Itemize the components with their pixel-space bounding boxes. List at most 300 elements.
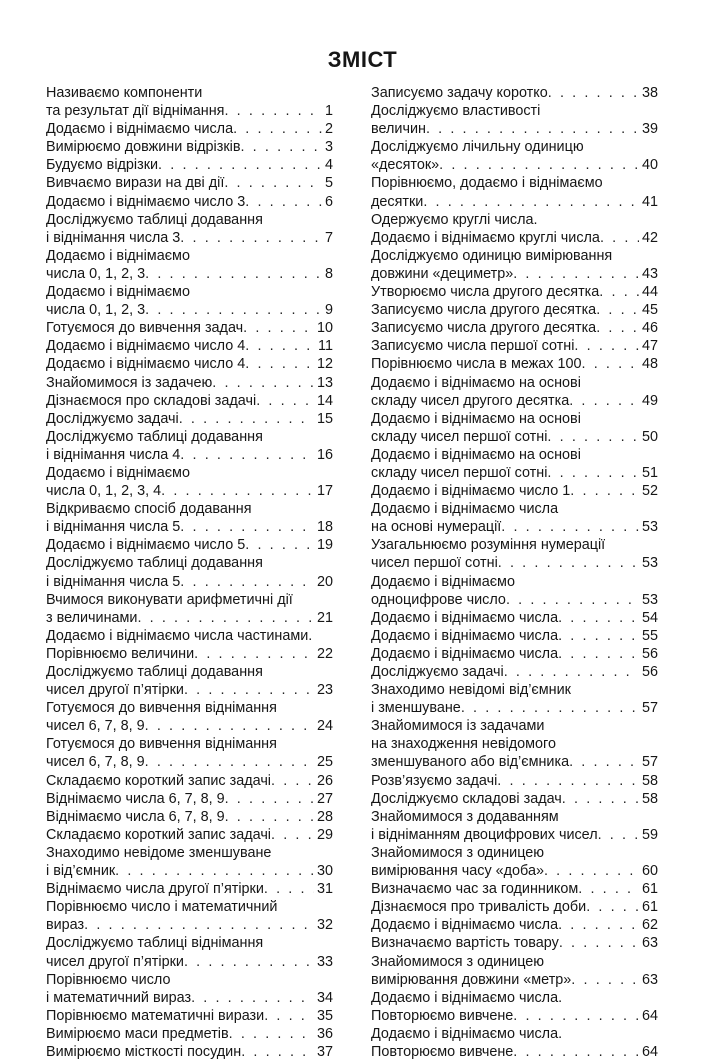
- toc-page-number: 35: [316, 1007, 333, 1024]
- toc-entry-title: Додаємо і віднімаємо: [46, 464, 190, 481]
- toc-entry-line: [371, 174, 658, 192]
- toc-dot-leader: [271, 772, 314, 790]
- toc-entry-title: і відніманням двоцифрових чисел: [371, 826, 598, 843]
- toc-entry-line: [46, 898, 333, 916]
- toc-entry-title: Віднімаємо числа 6, 7, 8, 9: [46, 808, 225, 825]
- toc-entry: [46, 138, 333, 156]
- toc-page-number: 50: [641, 428, 658, 445]
- toc-entry-title: Додаємо і віднімаємо: [371, 573, 515, 590]
- toc-entry: [371, 609, 658, 627]
- toc-entry-title: Розв’язуємо задачі: [371, 772, 498, 789]
- toc-page-number: 51: [641, 464, 658, 481]
- toc-page-number: 11: [318, 338, 333, 355]
- toc-entry: [46, 735, 333, 771]
- toc-page-number: 42: [641, 229, 658, 246]
- toc-entry: [371, 301, 658, 319]
- toc-entry-title: Утворюємо числа другого десятка: [371, 284, 600, 301]
- toc-page-number: 56: [641, 664, 658, 680]
- toc-entry-line: [371, 844, 658, 862]
- toc-entry-line: [371, 518, 658, 536]
- toc-entry: [371, 374, 658, 410]
- toc-page-number: 44: [641, 284, 658, 301]
- toc-entry: [371, 808, 658, 844]
- toc-dot-leader: [574, 337, 639, 355]
- toc-entry-line: [46, 283, 333, 301]
- toc-entry-line: [46, 735, 333, 753]
- toc-page-number: 47: [641, 338, 658, 355]
- toc-entry-line: [46, 392, 333, 410]
- toc-entry: [371, 446, 658, 482]
- toc-page-number: 64: [641, 1007, 658, 1024]
- toc-entry-line: [46, 1025, 333, 1043]
- toc-entry-title: Визначаємо час за годинником: [371, 881, 579, 898]
- toc-entry-line: [46, 844, 333, 862]
- toc-page-number: 29: [316, 826, 333, 843]
- toc-dot-leader: [578, 880, 639, 898]
- toc-entry-line: [46, 374, 333, 392]
- toc-entry-line: [46, 808, 333, 826]
- toc-dot-leader: [598, 826, 639, 844]
- toc-entry-line: [46, 355, 333, 373]
- toc-entry-title: Порівнюємо числа в межах 100: [371, 356, 582, 373]
- toc-entry: [371, 174, 658, 210]
- toc-dot-leader: [582, 355, 639, 373]
- toc-entry: [46, 971, 333, 1007]
- toc-entry-title: Відкриваємо спосіб додавання: [46, 501, 252, 518]
- toc-entry-title: Додаємо і віднімаємо число 5: [46, 537, 246, 554]
- toc-entry-title: числа 0, 1, 2, 3: [46, 302, 146, 319]
- toc-page-number: 25: [316, 754, 333, 771]
- toc-entry-line: [371, 880, 658, 898]
- toc-entry-line: [371, 392, 658, 410]
- toc-entry-title: Записуємо числа другого десятка: [371, 320, 597, 337]
- toc-entry-title: Додаємо і віднімаємо на основі: [371, 446, 581, 463]
- toc-dot-leader: [245, 337, 315, 355]
- toc-page-number: 18: [316, 519, 333, 536]
- toc-page-number: 21: [316, 609, 333, 626]
- toc-entry: [371, 934, 658, 952]
- toc-entry: [371, 337, 658, 355]
- toc-page-number: 49: [641, 392, 658, 409]
- toc-entry-title: Додаємо і віднімаємо числа: [371, 917, 559, 934]
- toc-page-number: 61: [641, 899, 658, 916]
- toc-page-number: 1: [324, 103, 333, 120]
- toc-entry-title: Досліджуємо складові задач: [371, 790, 562, 807]
- toc-entry-line: [46, 319, 333, 337]
- toc-entry: [46, 120, 333, 138]
- toc-page-number: 53: [641, 519, 658, 536]
- toc-entry-line: [46, 663, 333, 681]
- toc-entry-line: [46, 193, 333, 211]
- toc-entry-line: [46, 464, 333, 482]
- toc-page-number: 63: [641, 971, 658, 988]
- toc-entry-title: і віднімання числа 4: [46, 446, 181, 463]
- toc-entry-line: [46, 753, 333, 771]
- page-title: ЗМІСТ: [327, 47, 398, 72]
- toc-entry-line: [46, 536, 333, 554]
- toc-entry: [46, 934, 333, 970]
- toc-dot-leader: [180, 518, 314, 536]
- toc-entry-line: [371, 464, 658, 482]
- toc-page-number: 58: [641, 772, 658, 789]
- toc-entry-line: [46, 645, 333, 663]
- toc-entry: [46, 591, 333, 627]
- toc-entry: [371, 283, 658, 301]
- toc-entry-line: [371, 355, 658, 373]
- toc-dot-leader: [184, 681, 314, 699]
- toc-entry-line: [46, 301, 333, 319]
- toc-entry-title: на основі нумерації: [371, 519, 502, 536]
- toc-entry-title: Досліджуємо лічильну одиницю: [371, 139, 584, 156]
- toc-page-number: 9: [324, 302, 333, 319]
- toc-entry: [371, 410, 658, 446]
- toc-page-number: 30: [316, 863, 333, 880]
- toc-entry-title: Додаємо і віднімаємо на основі: [371, 410, 581, 427]
- toc-page-number: 46: [641, 320, 658, 337]
- toc-entry: [371, 844, 658, 880]
- toc-page-number: 59: [641, 826, 658, 843]
- toc-entry-line: [46, 554, 333, 572]
- toc-page-number: 7: [324, 229, 333, 246]
- toc-entry-title: складу чисел другого десятка: [371, 392, 570, 409]
- toc-entry-title: Вимірюємо місткості посудин: [46, 1043, 242, 1060]
- toc-entry-title: Складаємо короткий запис задачі: [46, 826, 272, 843]
- toc-entry-title: і віднімання числа 5: [46, 519, 181, 536]
- toc-page-number: 40: [641, 157, 658, 174]
- toc-dot-leader: [569, 392, 639, 410]
- toc-dot-leader: [161, 482, 314, 500]
- toc-dot-leader: [600, 229, 639, 247]
- toc-page-number: 26: [316, 772, 333, 789]
- toc-dot-leader: [243, 319, 314, 337]
- toc-dot-leader: [423, 193, 639, 211]
- toc-entry-line: [371, 663, 658, 681]
- toc-entry-title: Додаємо і віднімаємо: [46, 284, 190, 301]
- toc-entry-line: [371, 699, 658, 717]
- toc-entry-title: Готуємося до вивчення віднімання: [46, 736, 277, 753]
- toc-page-number: 57: [641, 754, 658, 771]
- toc-entry-line: [46, 174, 333, 192]
- toc-entry: [371, 790, 658, 808]
- toc-entry: [46, 464, 333, 500]
- toc-page-number: 3: [324, 139, 333, 156]
- toc-entry-title: одноцифрове число: [371, 591, 506, 608]
- toc-entry-line: [46, 989, 333, 1007]
- toc-entry: [46, 392, 333, 410]
- toc-entry-title: Досліджуємо таблиці додавання: [46, 211, 263, 228]
- toc-entry-line: [371, 283, 658, 301]
- toc-entry-line: [46, 880, 333, 898]
- toc-entry-line: [46, 428, 333, 446]
- toc-entry: [371, 898, 658, 916]
- toc-entry-line: [371, 627, 658, 645]
- toc-entry-title: Дізнаємося про складові задачі: [46, 392, 257, 409]
- toc-page-number: 31: [316, 881, 333, 898]
- toc-entry-line: [46, 102, 333, 120]
- toc-entry-line: [46, 591, 333, 609]
- toc-entry-title: Знаходимо невідомі від’ємник: [371, 682, 571, 699]
- toc-entry-line: [371, 826, 658, 844]
- toc-entry-title: з величинами: [46, 609, 138, 626]
- toc-dot-leader: [571, 971, 639, 989]
- toc-entry: [371, 319, 658, 337]
- toc-entry-title: Досліджуємо таблиці додавання: [46, 428, 263, 445]
- toc-entry-title: Порівнюємо число і математичний: [46, 899, 278, 916]
- toc-entry: [46, 337, 333, 355]
- toc-entry-title: Віднімаємо числа другої п’ятірки: [46, 881, 264, 898]
- toc-dot-leader: [596, 301, 639, 319]
- toc-entry-title: вимірювання довжини «метр»: [371, 971, 572, 988]
- toc-dot-leader: [225, 808, 314, 826]
- toc-entry-title: Додаємо і віднімаємо число 4: [46, 338, 246, 355]
- toc-page-number: 27: [316, 790, 333, 807]
- toc-page-number: 60: [641, 863, 658, 880]
- toc-entry: [371, 1025, 658, 1061]
- toc-page-number: 8: [324, 265, 333, 282]
- toc-entry-title: Віднімаємо числа 6, 7, 8, 9: [46, 790, 225, 807]
- toc-entry-title: Будуємо відрізки: [46, 157, 159, 174]
- toc-entry-title: Порівнюємо математичні вирази: [46, 1007, 265, 1024]
- toc-dot-leader: [145, 717, 314, 735]
- toc-entry: [46, 663, 333, 699]
- toc-entry-title: Додаємо і віднімаємо круглі числа: [371, 229, 600, 246]
- toc-dot-leader: [498, 554, 639, 572]
- toc-entry: [371, 482, 658, 500]
- toc-entry: [46, 844, 333, 880]
- toc-page-number: 61: [641, 881, 658, 898]
- toc-entry-line: [371, 102, 658, 120]
- toc-entry-line: [46, 772, 333, 790]
- toc-entry-line: [371, 482, 658, 500]
- toc-entry-title: і математичний вираз: [46, 989, 192, 1006]
- toc-entry: [371, 573, 658, 609]
- toc-entry: [371, 84, 658, 102]
- toc-entry-title: Порівнюємо, додаємо і віднімаємо: [371, 175, 603, 192]
- toc-dot-leader: [145, 265, 322, 283]
- toc-page-number: 23: [316, 682, 333, 699]
- toc-page-number: 15: [316, 410, 333, 427]
- toc-entry-title: Знайомимося із задачами: [371, 718, 545, 735]
- toc-entry-title: і зменшуване: [371, 700, 461, 717]
- toc-entry-title: чисел 6, 7, 8, 9: [46, 718, 145, 735]
- toc-entry-line: [46, 84, 333, 102]
- toc-page-number: 56: [641, 645, 658, 662]
- toc-entry-line: [46, 609, 333, 627]
- toc-entry-title: Знайомимося з додаванням: [371, 808, 559, 825]
- toc-entry: [46, 84, 333, 120]
- toc-page-number: 10: [316, 320, 333, 337]
- toc-entry-line: [371, 1007, 658, 1025]
- toc-entry: [371, 645, 658, 663]
- toc-entry-title: десятки: [371, 193, 424, 210]
- toc-entry-title: Додаємо і віднімаємо числа.: [371, 989, 563, 1006]
- toc-entry: [46, 247, 333, 283]
- toc-entry-title: довжини «дециметр»: [371, 265, 514, 282]
- toc-dot-leader: [264, 880, 314, 898]
- toc-entry-title: чисел другої п’ятірки: [46, 953, 184, 970]
- toc-entry-title: складу чисел першої сотні: [371, 464, 548, 481]
- toc-entry: [46, 790, 333, 808]
- toc-entry-line: [46, 156, 333, 174]
- toc-entry-line: [371, 265, 658, 283]
- toc-entry-line: [46, 862, 333, 880]
- toc-entry-title: Порівнюємо величини: [46, 645, 195, 662]
- toc-entry-line: [371, 808, 658, 826]
- toc-entry-title: числа 0, 1, 2, 3: [46, 265, 146, 282]
- toc-entry-line: [371, 862, 658, 880]
- toc-page-number: 62: [641, 917, 658, 934]
- toc-dot-leader: [256, 392, 314, 410]
- toc-entry-line: [371, 247, 658, 265]
- toc-dot-leader: [501, 518, 639, 536]
- toc-entry-line: [371, 536, 658, 554]
- toc-entry-title: Дізнаємося про тривалість доби: [371, 899, 587, 916]
- toc-entry-title: Додаємо і віднімаємо числа частинами.: [46, 627, 313, 644]
- toc-entry-title: Знайомимося з одиницею: [371, 844, 545, 861]
- toc-dot-leader: [570, 482, 639, 500]
- toc-entry: [46, 1007, 333, 1025]
- toc-entry-line: [371, 934, 658, 952]
- toc-entry-line: [46, 826, 333, 844]
- toc-dot-leader: [84, 916, 314, 934]
- toc-entry: [46, 536, 333, 554]
- toc-page-number: 6: [324, 193, 333, 210]
- toc-entry-title: Вимірюємо маси предметів: [46, 1025, 229, 1042]
- toc-entry: [46, 428, 333, 464]
- toc-entry-line: [371, 1043, 658, 1061]
- toc-entry: [371, 953, 658, 989]
- toc-entry-title: на знаходження невідомого: [371, 736, 556, 753]
- toc-entry-line: [371, 989, 658, 1007]
- toc-entry: [46, 898, 333, 934]
- toc-entry-title: Додаємо і віднімаємо на основі: [371, 374, 581, 391]
- toc-page-number: 32: [316, 917, 333, 934]
- toc-dot-leader: [184, 953, 314, 971]
- toc-page-number: 55: [641, 627, 658, 644]
- toc-dot-leader: [426, 120, 639, 138]
- toc-dot-leader: [599, 283, 639, 301]
- toc-page-number: 19: [316, 537, 333, 554]
- toc-entry-line: [46, 790, 333, 808]
- toc-dot-leader: [212, 374, 314, 392]
- toc-entry-line: [46, 1043, 333, 1061]
- toc-entry: [46, 1025, 333, 1043]
- toc-entry: [46, 283, 333, 319]
- toc-dot-leader: [180, 446, 314, 464]
- toc-entry: [371, 500, 658, 536]
- toc-dot-leader: [586, 898, 639, 916]
- toc-page-number: 52: [641, 483, 658, 500]
- toc-entry-title: Одержуємо круглі числа.: [371, 211, 538, 228]
- toc-page-number: 43: [641, 265, 658, 282]
- toc-entry-title: Готуємося до вивчення задач: [46, 320, 244, 337]
- toc-entry: [371, 627, 658, 645]
- toc-right-column: [371, 84, 658, 1061]
- toc-entry-line: [46, 337, 333, 355]
- toc-dot-leader: [264, 1007, 314, 1025]
- toc-page-number: 13: [316, 374, 333, 391]
- toc-entry: [371, 717, 658, 771]
- toc-entry-line: [371, 156, 658, 174]
- toc-entry-line: [371, 1025, 658, 1043]
- toc-entry-line: [371, 953, 658, 971]
- toc-page-number: 54: [641, 609, 658, 626]
- toc-entry-title: і віднімання числа 5: [46, 573, 181, 590]
- toc-entry-line: [371, 193, 658, 211]
- toc-entry-title: Називаємо компоненти: [46, 85, 203, 101]
- toc-dot-leader: [145, 301, 322, 319]
- toc-page-number: 48: [641, 356, 658, 373]
- toc-dot-leader: [544, 862, 639, 880]
- toc-entry-line: [46, 265, 333, 283]
- toc-entry-title: Досліджуємо одиницю вимірювання: [371, 247, 613, 264]
- toc-dot-leader: [461, 699, 639, 717]
- toc-dot-leader: [145, 753, 314, 771]
- toc-dot-leader: [558, 916, 639, 934]
- toc-entry: [371, 138, 658, 174]
- toc-dot-leader: [245, 355, 314, 373]
- toc-dot-leader: [558, 645, 639, 663]
- toc-dot-leader: [596, 319, 639, 337]
- toc-entry-title: Знайомимося із задачею: [46, 374, 213, 391]
- toc-entry-line: [371, 138, 658, 156]
- toc-entry-title: Додаємо і віднімаємо числа: [371, 627, 559, 644]
- toc-entry-title: Записуємо числа другого десятка: [371, 302, 597, 319]
- toc-entry: [371, 247, 658, 283]
- toc-dot-leader: [194, 645, 314, 663]
- toc-entry: [46, 699, 333, 735]
- toc-entry-line: [46, 717, 333, 735]
- toc-entry-line: [46, 699, 333, 717]
- toc-entry-line: [371, 374, 658, 392]
- toc-entry-line: [371, 554, 658, 572]
- toc-dot-leader: [547, 464, 639, 482]
- toc-dot-leader: [137, 609, 314, 627]
- toc-entry-title: Додаємо і віднімаємо числа: [371, 609, 559, 626]
- toc-entry-title: числа 0, 1, 2, 3, 4: [46, 483, 162, 500]
- toc-entry-line: [46, 1007, 333, 1025]
- toc-dot-leader: [559, 934, 639, 952]
- toc-entry-title: Знайомимося з одиницею: [371, 953, 545, 970]
- toc-dot-leader: [180, 229, 322, 247]
- toc-entry-title: Додаємо і віднімаємо числа.: [371, 1025, 563, 1042]
- toc-entry-title: Досліджуємо властивості: [371, 103, 541, 120]
- toc-page-number: 4: [324, 157, 333, 174]
- toc-entry-line: [46, 410, 333, 428]
- toc-entry: [371, 772, 658, 790]
- toc-dot-leader: [245, 536, 314, 554]
- toc-entry: [371, 916, 658, 934]
- toc-dot-leader: [513, 265, 639, 283]
- toc-page-number: 16: [316, 446, 333, 463]
- toc-entry: [46, 808, 333, 826]
- toc-dot-leader: [562, 790, 639, 808]
- toc-page-number: 5: [324, 175, 333, 192]
- toc-entry-title: Вчимося виконувати арифметичні дії: [46, 591, 293, 608]
- toc-entry-line: [371, 609, 658, 627]
- toc-dot-leader: [179, 410, 314, 428]
- toc-entry-title: Складаємо короткий запис задачі: [46, 772, 272, 789]
- toc-dot-leader: [158, 156, 322, 174]
- toc-entry-title: Повторюємо вивчене: [371, 1043, 514, 1060]
- toc-entry-title: Порівнюємо число: [46, 971, 171, 988]
- toc-page-number: 14: [316, 392, 333, 409]
- toc-dot-leader: [191, 989, 314, 1007]
- toc-entry-title: величин: [371, 121, 426, 138]
- toc-entry-line: [46, 971, 333, 989]
- toc-entry-title: Додаємо і віднімаємо число 4: [46, 356, 246, 373]
- toc-entry-title: Записуємо числа першої сотні: [371, 338, 575, 355]
